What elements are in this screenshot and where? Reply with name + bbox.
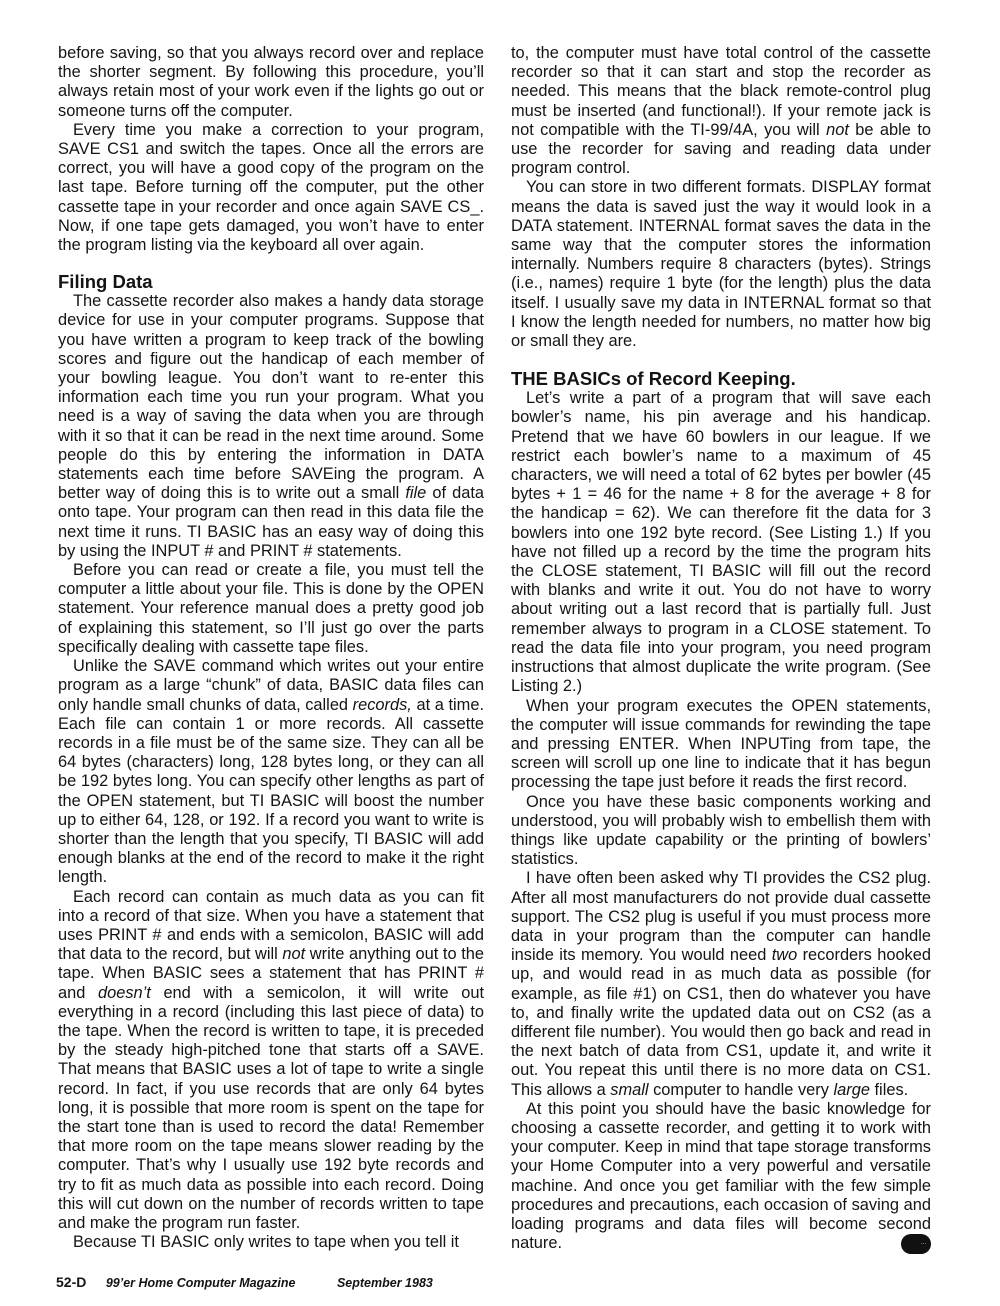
emphasis: records, [352, 695, 412, 714]
text-run: files. [869, 1080, 909, 1099]
text-run: Unlike the SAVE command which writes out your entire program as a large “chunk” of data, BASIC data files can only handle small chunks of data, called [58, 657, 484, 714]
emphasis: file [405, 484, 427, 503]
end-of-article-icon: ··· [901, 1234, 931, 1254]
text-run: I have often been asked why TI provides the CS2 plug. After all most manufacturers do not provide dual cassette support. The CS2 plug is useful if you must process more data in your program than the computer can handle inside its memory. You would need [511, 869, 931, 965]
paragraph: before saving, so that you always record over and replace the shorter segment. By following this procedure, you’ll always retain most of your work even if the lights go out or someone turns off the computer. [58, 44, 484, 120]
page-footer [56, 1274, 433, 1290]
text-run: to, the computer must have total control of the cassette recorder so that it can start and stop the recorder as needed. This means that the black remote-control plug must be inserted (and functional!). If your remote jack is not compatible with the TI-99/4A, you will [511, 44, 931, 139]
paragraph [511, 44, 931, 178]
paragraph [58, 657, 484, 887]
section-heading: Filing Data [58, 271, 153, 293]
emphasis: not [282, 945, 306, 964]
text-run: computer to handle very [648, 1080, 834, 1099]
text-run: be able to use the recorder for saving and reading data under program control. [511, 120, 931, 178]
text-run: The cassette recorder also makes a handy data storage device for use in your computer programs. Suppose that you have written a program to keep track of the bowling scores and figure out the handicap of each member of your bowling league. You don’t want to re-enter this information each time you run your program. What you need is a way of saving the data when you are through with it so that it can be read in the next time around. Some people do this by entering the information in DATA statements each time before SAVEing the program. A better way of doing this is to write out a small [58, 292, 484, 503]
paragraph: Because TI BASIC only writes to tape when you tell it [73, 1233, 459, 1252]
left-column [58, 44, 484, 1252]
magazine-title: 99’er Home Computer Magazine [105, 1276, 296, 1290]
text-run: at a time. Each file can contain 1 or more records. All cassette records in a file must be of the same size. They can all be 64 bytes (characters) long, 128 bytes long, or they can all be 192 bytes long. You can specify other lengths as part of the OPEN statement, but TI BASIC will boost the number up to either 64, 128, or 192. If a record you want to write is shorter than the length that you specify, TI BASIC will add enough blanks at the end of the record to make it the right length. [58, 695, 484, 887]
emphasis: doesn’t [97, 983, 151, 1002]
text-run: recorders hooked up, and would read in as much data as possible (for example, as file #1) on CS1, then do whatever you have to, and finally write the updated data out on CS2 (as a different file number). You would then go back and read in the next batch of data from CS1, update it, and write it out. You repeat this until there is no more data on CS1. This allows a [511, 946, 931, 1099]
emphasis: not [826, 120, 849, 139]
emphasis: two [771, 946, 798, 965]
paragraph: When your program executes the OPEN statements, the computer will issue commands for rewinding the tape and pressing ENTER. When INPUTing from tape, the screen will scroll up one line to indicate that it has begun processing the tape just before it reads the first record. [511, 696, 931, 792]
page-number: 52-D [56, 1274, 87, 1290]
paragraph [58, 292, 484, 561]
text-run: end with a semicolon, it will write out everything in a record (including this last piece of data) to the tape. When the record is written to tape, it is preceded by the steady high-pitched tone that starts off a SAVE. That means that BASIC uses a lot of tape to write a single record. In fact, if you use records that are only 64 bytes long, it is possible that more room is spent on the tape for the start tone than is used to record the data! Remember that more room on the tape means slower reading by the computer. That’s why I usually use 192 byte records and try to fit as much data as possible into each record. Doing this will cut down on the number of records written to tape and make the program run faster. [58, 983, 485, 1232]
paragraph: Let’s write a part of a program that will save each bowler’s name, his pin average and his handicap. Pretend that we have 60 bowlers in our league. If we restrict each bowler’s name to a maximum of 45 characters, we will need a total of 62 bytes per bowler (45 bytes + 1 = 46 for the name + 8 for the average + 8 for the handicap = 62). We can therefore fit the data for 3 bowlers into one 192 byte record. (See Listing 1.) If you have not filled up a record by the time the program hits the CLOSE statement, TI BASIC will fill out the record with blanks and write it out. You do not have to worry about writing out a last record that is partially full. Just remember always to program in a CLOSE statement. To read the data file into your program, you need program instructions that almost duplicate the write program. (See Listing 2.) [511, 389, 931, 696]
issue-date: September 1983 [336, 1276, 433, 1290]
paragraph: Once you have these basic components working and understood, you will probably wish to embellish them with things like update capability or the printing of bowlers’ statistics. [511, 792, 931, 869]
text-run: At this point you should have the basic knowledge for choosing a cassette recorder, and getting it to work with your computer. Keep in mind that tape storage transforms your Home Computer into a very powerful and versatile machine. And once you get familiar with the few simple procedures and precautions, each occasion of saving and loading programs and data files will become second nature. [511, 1099, 931, 1253]
text-run: of data onto tape. Your program can then read in this data file the next time it runs. TI BASIC has an easy way of doing this by using the INPUT # and PRINT # statements. [58, 484, 484, 560]
text-run: Each record can contain as much data as you can fit into a record of that size. When you have a statement that uses PRINT # and ends with a semicolon, BASIC will add that data to the record, but will [58, 887, 484, 964]
emphasis: large [833, 1080, 870, 1099]
paragraph: You can store in two different formats. DISPLAY format means the data is saved just the way it would look in a DATA statement. INTERNAL format saves the data in the same way that the computer stores the information internally. Numbers require 8 characters (bytes). Strings (i.e., names) require 1 byte (for the length) plus the data itself. I usually save my data in INTERNAL format so that I know the length needed for numbers, no matter how big or small they are. [511, 178, 931, 351]
emphasis: small [610, 1080, 649, 1099]
paragraph: Every time you make a correction to your program, SAVE CS1 and switch the tapes. Once all the errors are correct, you will have a good copy of the program on the last tape. Before turning off the computer, put the other cassette tape in your recorder and once again SAVE CS_. Now, if one tape gets damaged, you won’t have to enter the program listing via the keyboard all over again. [58, 120, 484, 255]
paragraph [511, 869, 931, 1099]
text-run: write anything out to the tape. When BASIC sees a statement that has PRINT # and [58, 945, 484, 1002]
paragraph [511, 1100, 931, 1254]
section-heading: THE BASICs of Record Keeping. [511, 368, 796, 390]
paragraph: Before you can read or create a file, you must tell the computer a little about your file. This is done by the OPEN statement. Your reference manual does a pretty good job of explaining this statement, so I’ll just go over the parts specifically dealing with cassette tape files. [58, 561, 484, 656]
paragraph [58, 888, 484, 1234]
right-column [511, 44, 931, 1254]
